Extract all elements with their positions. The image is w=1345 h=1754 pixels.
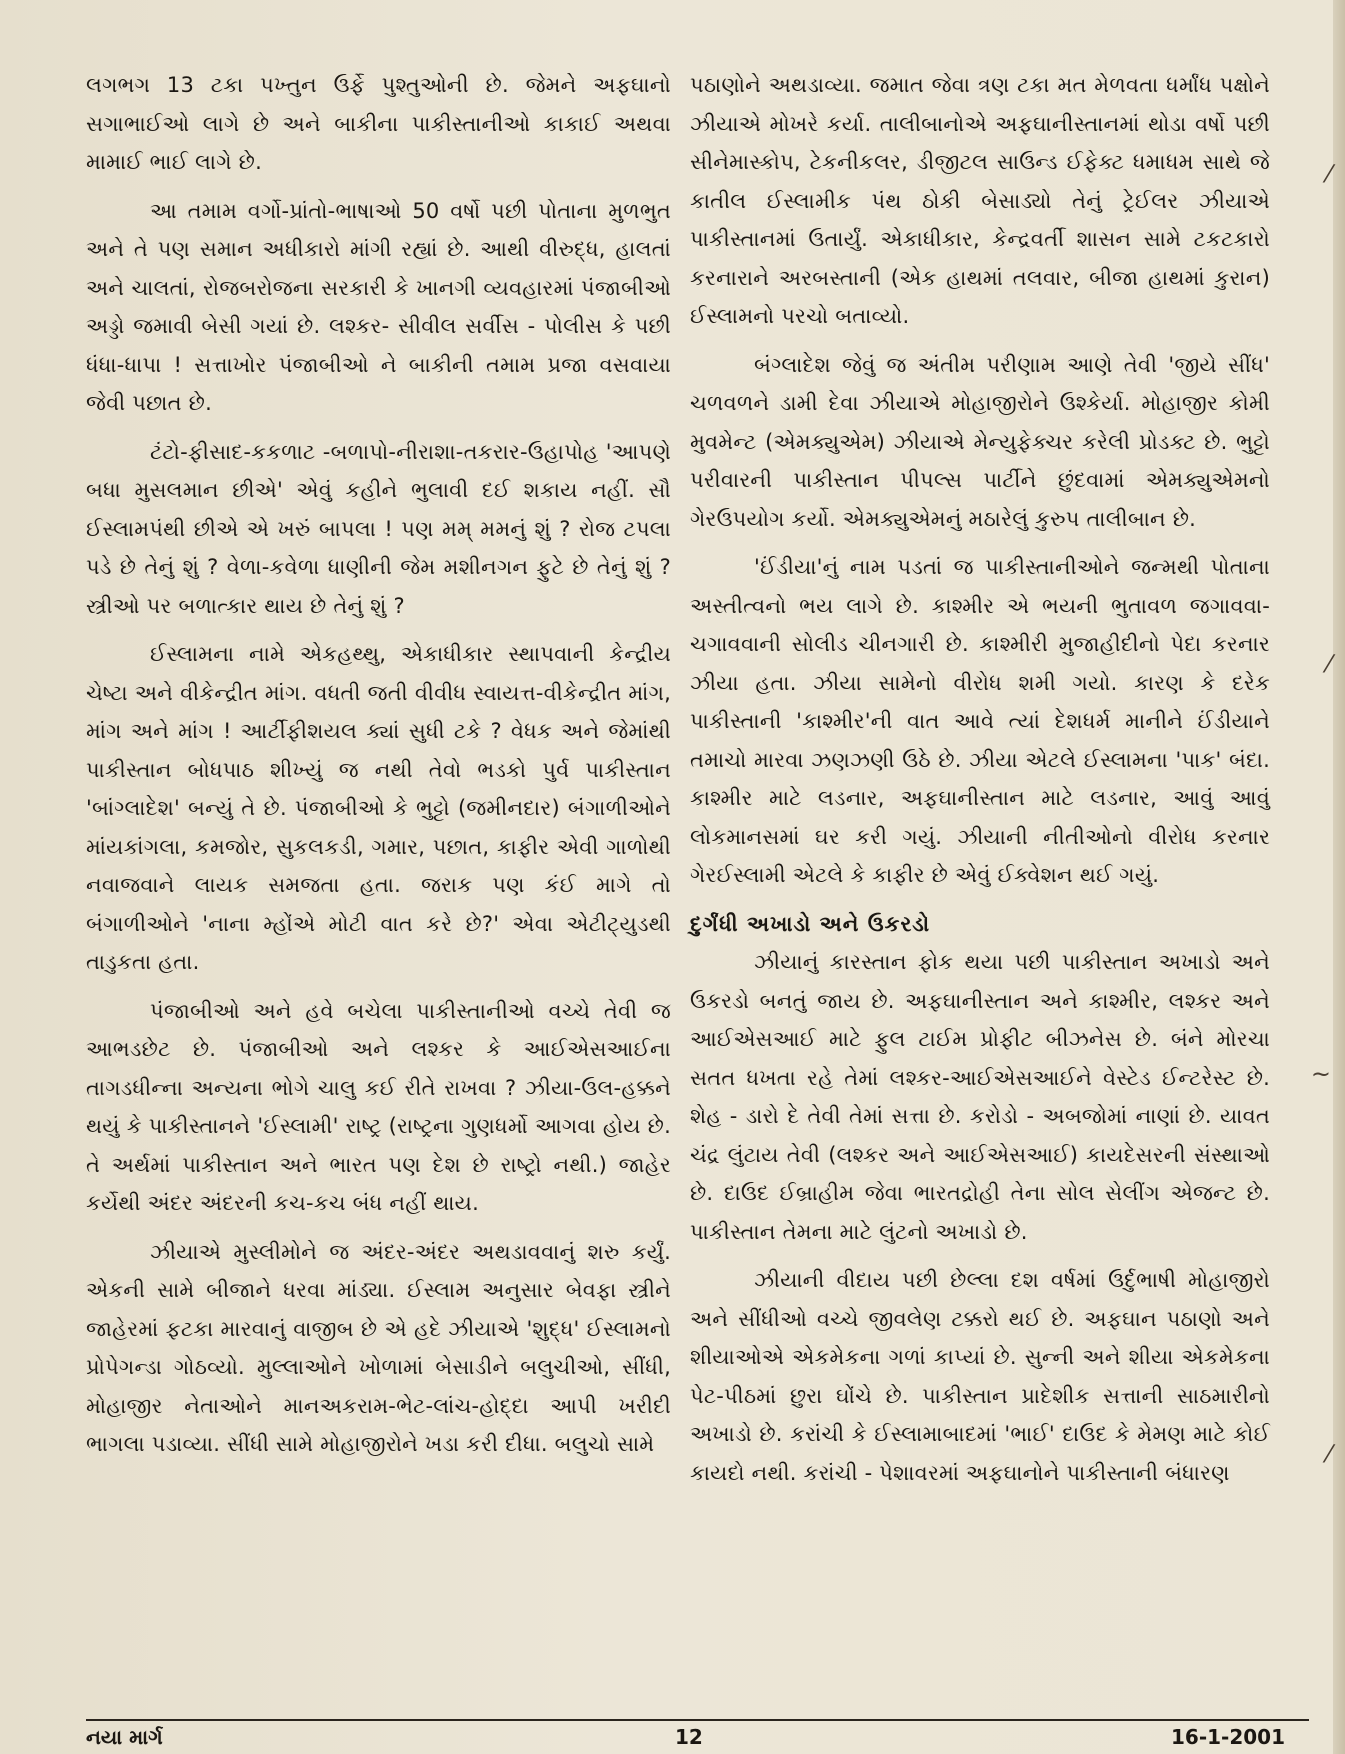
left-paragraph-6: ઝીયાએ મુસ્લીમોને જ અંદર-અંદર અથડાવવાનું શરુ કર્યું. એકની સામે બીજાને ધરવા માંડ્યા. ઈસ્લામ અનુસાર બેવફા સ્ત્રીને જાહેરમાં ફટકા મારવાનું વાજીબ છે એ હદે ઝીયાએ 'શુદ્ધ' ઈસ્લામનો પ્રોપેગન્ડા ગોઠવ્યો. મુલ્લાઓને ખોળામાં બેસાડીને બલુચીઓ, સીંધી, મોહાજીર નેતાઓને માનઅકરામ-ભેટ-લાંચ-હોદ્દા આપી ખરીદી ભાગલા પડાવ્યા. સીંધી સામે મોહાજીરોને ખડા કરી દીધા. બલુચો સામે xyxy=(86,1239,671,1456)
left-paragraph-5: પંજાબીઓ અને હવે બચેલા પાકીસ્તાનીઓ વચ્ચે તેવી જ આભડછેટ છે. પંજાબીઓ અને લશ્કર કે આઈએસઆઈના તાગડધીન્ના અન્યના ભોગે ચાલુ કઈ રીતે રાખવા ? ઝીયા-ઉલ-હક્કને થયું કે પાકીસ્તાનને 'ઈસ્લામી' રાષ્ટ્ર (રાષ્ટ્રના ગુણધર્મો આગવા હોય છે. તે અર્થમાં પાકીસ્તાન અને ભારત પણ દેશ છે રાષ્ટ્રો નથી.) જાહેર કર્યેથી અંદર અંદરની કચ-કચ બંધ નહીં થાય. xyxy=(86,998,671,1215)
margin-pencil-mark: ⁄ xyxy=(1326,160,1331,188)
left-paragraph-4: ઈસ્લામના નામે એકહથ્થુ, એકાધીકાર સ્થાપવાની કેન્દ્રીય ચેષ્ટા અને વીકેન્દ્રીત માંગ. વધતી જતી વીવીધ સ્વાયત્ત-વીકેન્દ્રીત માંગ, માંગ અને માંગ ! આર્ટીફીશયલ ક્યાં સુધી ટકે ? વેધક અને જેમાંથી પાકીસ્તાન બોધપાઠ શીખ્યું જ નથી તેવો ભડકો પુર્વ પાકીસ્તાન 'બાંગ્લાદેશ' બન્યું તે છે. પંજાબીઓ કે ભુટ્ટો (જમીનદાર) બંગાળીઓને માંયકાંગલા, કમજોર, સુકલકડી, ગમાર, પછાત, કાફીર એવી ગાળોથી નવાજવાને લાયક સમજતા હતા. જરાક પણ કંઈ માગે તો બંગાળીઓને 'નાના મ્હોંએ મોટી વાત કરે છે?' એવા એટીટ્યુડથી તાડુકતા હતા. xyxy=(86,642,671,974)
left-paragraph-1: લગભગ 13 ટકા પખ્તુન ઉર્ફે પુશ્તુઓની છે. જેમને અફઘાનો સગાભાઈઓ લાગે છે અને બાકીના પાકીસ્તાનીઓ કાકાઈ અથવા મામાઈ ભાઈ લાગે છે. xyxy=(86,73,671,174)
page-number: 12 xyxy=(675,1725,703,1749)
left-paragraph-2: આ તમામ વર્ગો-પ્રાંતો-ભાષાઓ 50 વર્ષો પછી પોતાના મુળભુત અને તે પણ સમાન અધીકારો માંગી રહ્યાં છે. આથી વીરુદ્ધ, હાલતાં અને ચાલતાં, રોજબરોજના સરકારી કે ખાનગી વ્યવહારમાં પંજાબીઓ અડ્ડો જમાવી બેસી ગયાં છે. લશ્કર- સીવીલ સર્વીસ - પોલીસ કે પછી ધંધા-ધાપા ! સત્તાખોર પંજાબીઓ ને બાકીની તમામ પ્રજા વસવાયા જેવી પછાત છે. xyxy=(86,198,671,415)
right-paragraph-5: ઝીયાની વીદાય પછી છેલ્લા દશ વર્ષમાં ઉર્દુભાષી મોહાજીરો અને સીંધીઓ વચ્ચે જીવલેણ ટક્કરો થઈ છે. અફઘાન પઠાણો અને શીયાઓએ એકમેકના ગળાં કાપ્યાં છે. સુન્ની અને શીયા એકમેકના પેટ-પીઠમાં છુરા ઘોંચે છે. પાકીસ્તાન પ્રાદેશીક સત્તાની સાઠમારીનો અખાડો છે. કરાંચી કે ઈસ્લામાબાદમાં 'ભાઈ' દાઉદ કે મેમણ માટે કોઈ કાયદો નથી. કરાંચી - પેશાવરમાં અફઘાનોને પાકીસ્તાની બંધારણ xyxy=(690,1268,1270,1485)
right-paragraph-2: બંગ્લાદેશ જેવું જ અંતીમ પરીણામ આણે તેવી 'જીયે સીંધ' ચળવળને ડામી દેવા ઝીયાએ મોહાજીરોને ઉશ્કેર્યા. મોહાજીર કોમી મુવમેન્ટ (એમક્યુએમ) ઝીયાએ મેન્યુફેક્ચર કરેલી પ્રોડક્ટ છે. ભુટ્ટો પરીવારની પાકીસ્તાન પીપલ્સ પાર્ટીને છુંદવામાં એમક્યુએમનો ગેરઉપયોગ કર્યો. એમક્યુએમનું મઠારેલું કુરુપ તાલીબાન છે. xyxy=(690,352,1270,531)
left-paragraph-3: ટંટો-ફીસાદ-કકળાટ -બળાપો-નીરાશા-તકરાર-ઉહાપોહ 'આપણે બધા મુસલમાન છીએ' એવું કહીને ભુલાવી દઈ શકાય નહીં. સૌ ઈસ્લામપંથી છીએ એ ખરું બાપલા ! પણ મમ્ મમનું શું ? રોજ ટપલા પડે છે તેનું શું ? વેળા-કવેળા ધાણીની જેમ મશીનગન ફુટે છે તેનું શું ? સ્ત્રીઓ પર બળાત્કાર થાય છે તેનું શું ? xyxy=(86,439,671,618)
page-edge-shadow xyxy=(1333,0,1345,1754)
right-paragraph-4: ઝીયાનું કારસ્તાન ફોક થયા પછી પાકીસ્તાન અખાડો અને ઉકરડો બનતું જાય છે. અફઘાનીસ્તાન અને કાશ્મીર, લશ્કર અને આઈએસઆઈ માટે ફુલ ટાઈમ પ્રોફીટ બીઝનેસ છે. બંને મોરચા સતત ધખતા રહે તેમાં લશ્કર-આઈએસઆઈને વેસ્ટેડ ઈન્ટરેસ્ટ છે. શેહ - ડારો દે તેવી તેમાં સત્તા છે. કરોડો - અબજોમાં નાણાં છે. યાવત ચંદ્ર લુંટાય તેવી (લશ્કર અને આઈએસઆઈ) કાયદેસરની સંસ્થાઓ છે. દાઉદ ઈબ્રાહીમ જેવા ભારતદ્રોહી તેના સોલ સેલીંગ એજન્ટ છે. પાકીસ્તાન તેમના માટે લુંટનો અખાડો છે. xyxy=(690,950,1270,1244)
right-paragraph-3: 'ઈંડીયા'નું નામ પડતાં જ પાકીસ્તાનીઓને જન્મથી પોતાના અસ્તીત્વનો ભય લાગે છે. કાશ્મીર એ ભયની ભુતાવળ જગાવવા-ચગાવવાની સોલીડ ચીનગારી છે. કાશ્મીરી મુજાહીદીનો પેદા કરનાર ઝીયા હતા. ઝીયા સામેનો વીરોધ શમી ગયો. કારણ કે દરેક પાકીસ્તાની 'કાશ્મીર'ની વાત આવે ત્યાં દેશધર્મ માનીને ઈંડીયાને તમાચો મારવા ઝણઝણી ઉઠે છે. ઝીયા એટલે ઈસ્લામના 'પાક' બંદા. કાશ્મીર માટે લડનાર, અફઘાનીસ્તાન માટે લડનાર, આવું આવું લોકમાનસમાં ઘર કરી ગયું. ઝીયાની નીતીઓનો વીરોધ કરનાર ગેરઈસ્લામી એટલે કે કાફીર છે એવું ઈક્વેશન થઈ ગયું. xyxy=(690,555,1270,887)
issue-date: 16-1-2001 xyxy=(1170,1725,1285,1749)
section-heading: દુર્ગંધી અખાડો અને ઉકરડો xyxy=(690,911,931,936)
left-column xyxy=(86,66,671,1474)
right-paragraph-1: પઠાણોને અથડાવ્યા. જમાત જેવા ત્રણ ટકા મત મેળવતા ધર્માંધ પક્ષોને ઝીયાએ મોખરે કર્યા. તાલીબાનોએ અફઘાનીસ્તાનમાં થોડા વર્ષો પછી સીનેમાસ્કોપ, ટેકનીકલર, ડીજીટલ સાઉન્ડ ઈફેક્ટ ધમાધમ સાથે જે કાતીલ ઈસ્લામીક પંથ ઠોકી બેસાડ્યો તેનું ટ્રેઈલર ઝીયાએ પાકીસ્તાનમાં ઉતાર્યું. એકાધીકાર, કેન્દ્રવર્તી શાસન સામે ટકટકારો કરનારાને અરબસ્તાની (એક હાથમાં તલવાર, બીજા હાથમાં કુરાન) ઈસ્લામનો પરચો બતાવ્યો. xyxy=(690,73,1270,328)
right-column xyxy=(690,66,1270,1502)
margin-pencil-mark: ⁄ xyxy=(1326,650,1331,678)
page-footer xyxy=(86,1719,1309,1753)
publication-name: નયા માર્ગ xyxy=(86,1725,163,1749)
margin-pencil-mark: ~ xyxy=(1310,1060,1331,1088)
margin-pencil-mark: ⁄ xyxy=(1326,1440,1331,1468)
